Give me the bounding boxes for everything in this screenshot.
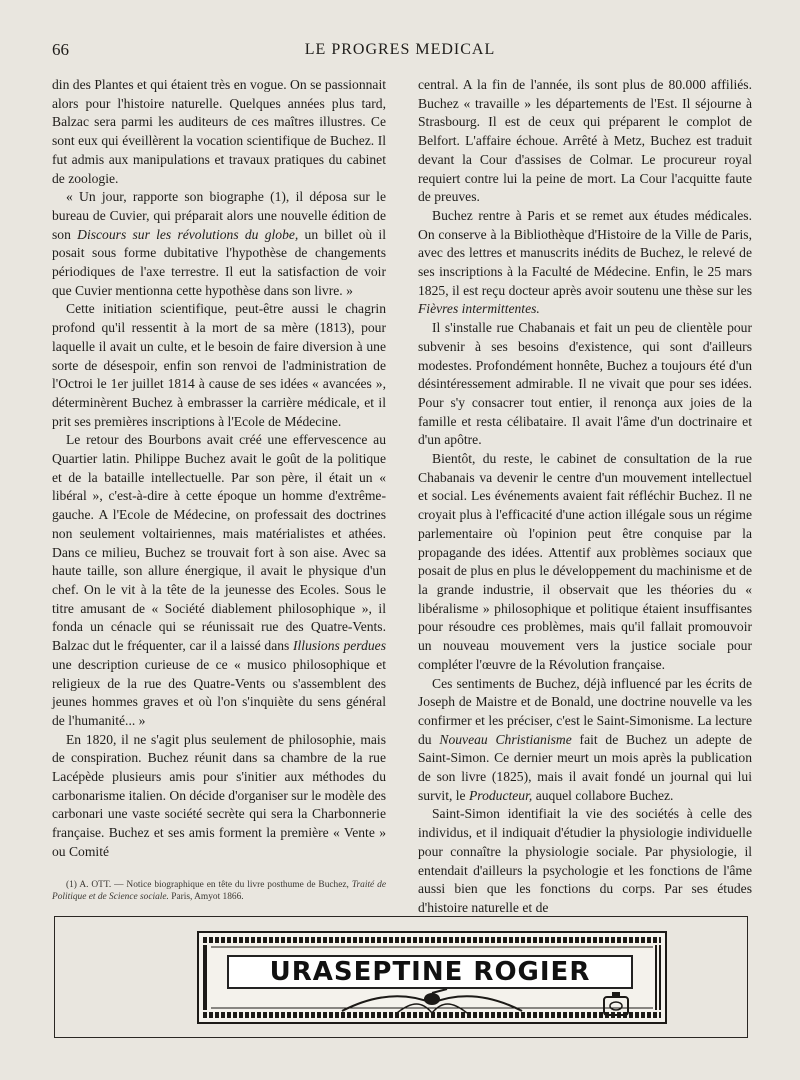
journal-title: Producteur, [468,787,533,803]
paragraph: Le retour des Bourbons avait créé une effervescence au Quartier latin. Philippe Buchez avait le goût de la politique et de la bataille intellectuelle. Par son père, il était un « libéral », c'est-à-dire à cette époque un homme d'extrême-gauche. A l'Ecole de Médecine, on professait des doctrines non seulement voltairiennes, mais matérialistes et athées. Dans ce milieu, Buchez se trouvait fort à son aise. Avec sa haute taille, son allure énergique, il avait le physique d'un chef. On le vit à la tête de la jeunesse des Ecoles. Sous le titre amusant de « Société diablement philosophique », il fonda un cénacle qui se réunissait rue des Quatre-Vents. Balzac dut le fréquenter, car il a laissé dans Illusions perdues une description curieuse de ce « musico philosophique et religieux de la rue des Quatre-Vents ou s'assemblent des jeunes hommes graves et où l'on s'inquiète du sens général de l'humanité... » [52,432,386,728]
advertisement [54,916,748,1038]
book-title: Nouveau Christianisme [439,731,572,747]
book-title: Discours sur les révolutions du globe, [77,226,299,242]
footnote: (1) A. OTT. — Notice biographique en tête du livre posthume de Buchez, Traité de Politique et de Science sociale. Paris, Amyot 1866. [52,880,386,902]
paragraph: Buchez rentre à Paris et se remet aux études médicales. On conserve à la Bibliothèque d'Histoire de la Ville de Paris, avec des lettres et manuscrits inédits de Buchez, le relevé de ses inscriptions à la Faculté de Médecine. Enfin, le 25 mars 1825, il est reçu docteur après avoir soutenu une thèse sur les Fièvres intermittentes. [418,207,752,317]
paragraph: En 1820, il ne s'agit plus seulement de philosophie, mais de conspiration. Buchez réunit dans sa chambre de la rue Lacépède plusieurs amis pour s'initier aux méthodes du carbonarisme italien. On décide d'organiser sur le modèle des carbonari une vaste société secrète qui sera la Charbonnerie française. Buchez et ses amis forment la première « Vente » ou Comité [52,731,386,859]
paragraph: Il s'installe rue Chabanais et fait un peu de clientèle pour subvenir à ses besoins d'existence, qui sont d'ailleurs modestes. Profondément honnête, Buchez a toujours été d'un désintéressement admirable. Il ne vivait que pour ses idées. Pour s'y consacrer tout entier, il renonça aux joies de la famille et resta célibataire. Il avait l'âme d'un doctrinaire et d'un apôtre. [418,320,752,448]
book-title: Illusions perdues [292,638,386,654]
thesis-title: Fièvres intermittentes. [418,301,540,317]
paragraph: din des Plantes et qui étaient très en vogue. On se passionnait alors pour l'histoire naturelle. Quelques années plus tard, Balzac sera parmi les auditeurs de ces maîtres illustres. Ce sont eux qui éveillèrent la vocation scientifique de Buchez. Il fut admis aux manipulations et travaux pratiques du cabinet de zoologie. [52,77,386,186]
running-title: LE PROGRES MEDICAL [304,41,496,58]
ad-brand-name: URASEPTINE ROGIER [227,955,633,989]
paragraph: Bientôt, du reste, le cabinet de consultation de la rue Chabanais va devenir le centre d'un mouvement intellectuel et social. Les événements avaient fait réfléchir Buchez. Il ne croyait plus à l'efficacité d'une action illégale sous un régime parlementaire où l'opinion peut être conquise par la propagande des idées. Attentif aux problèmes sociaux que posait de plus en plus le développement du machinisme et de la grande industrie, il observait que les théories du « libéralisme » philosophique et politique étaient insuffisantes pour résoudre ces problèmes, mais qu'il fallait promouvoir un nouveau mouvement vers la justice sociale pour compléter l'œuvre de la Révolution française. [418,451,752,672]
paragraph: Ces sentiments de Buchez, déjà influencé par les écrits de Joseph de Maistre et de Bonald, une doctrine nouvelle va les confirmer et les préciser, c'est le Saint-Simonisme. La lecture du Nouveau Christianisme fait de Buchez un adepte de Saint-Simon. Ce dernier meurt un mois après la publication de son livre (1825), mais il avait fondé un journal qui lui survit, le Producteur, auquel collabore Buchez. [418,675,752,803]
right-column [418,76,752,918]
paragraph: central. A la fin de l'année, ils sont plus de 80.000 affiliés. Buchez « travaille » les départements de l'Est. Il séjourne à Strasbourg. Il est de ceux qui préparent le complot de Belfort. L'affaire échoue. Arrêté à Metz, Buchez est traduit devant la Cour d'assises de Colmar. Le procureur royal requiert contre lui la peine de mort. La Cour l'acquitte faute de preuves. [418,77,752,205]
paragraph: Saint-Simon identifiait la vie des sociétés à celle des individus, et il indiquait d'étudier la physiologie individuelle pour connaître la physiologie sociale. Par physiologie, il entendait d'ailleurs la psychologie et les fonctions de l'âme aussi bien que les fonctions du corps. Par ses études d'histoire naturelle et de [418,806,752,915]
paragraph: Cette initiation scientifique, peut-être aussi le chagrin profond qu'il ressentit à la mort de sa mère (1813), pour laquelle il avait un culte, et le besoin de faire diversion à une sorte de désespoir, enfin son renvoi de l'administration de l'Octroi le 1er juillet 1814 à cause de ses idées « avancées », déterminèrent Buchez à embrasser la carrière médicale, et il prit ses premières inscriptions à l'Ecole de Médecine. [52,301,386,429]
ornament-icon [337,989,527,1017]
ad-panel [197,931,667,1024]
bottle-icon [601,991,631,1017]
page-number: 66 [52,40,69,59]
left-column [52,76,386,862]
paragraph: « Un jour, rapporte son biographe (1), il déposa sur le bureau de Cuvier, qui préparait alors une nouvelle édition de son Discours sur les révolutions du globe, un billet où il posait sous forme dubitative l'hypothèse de changements périodiques de l'axe terrestre. Il eut la satisfaction de voir que Cuvier mentionna cette hypothèse dans son livre. » [52,189,386,298]
page-header [52,40,748,66]
